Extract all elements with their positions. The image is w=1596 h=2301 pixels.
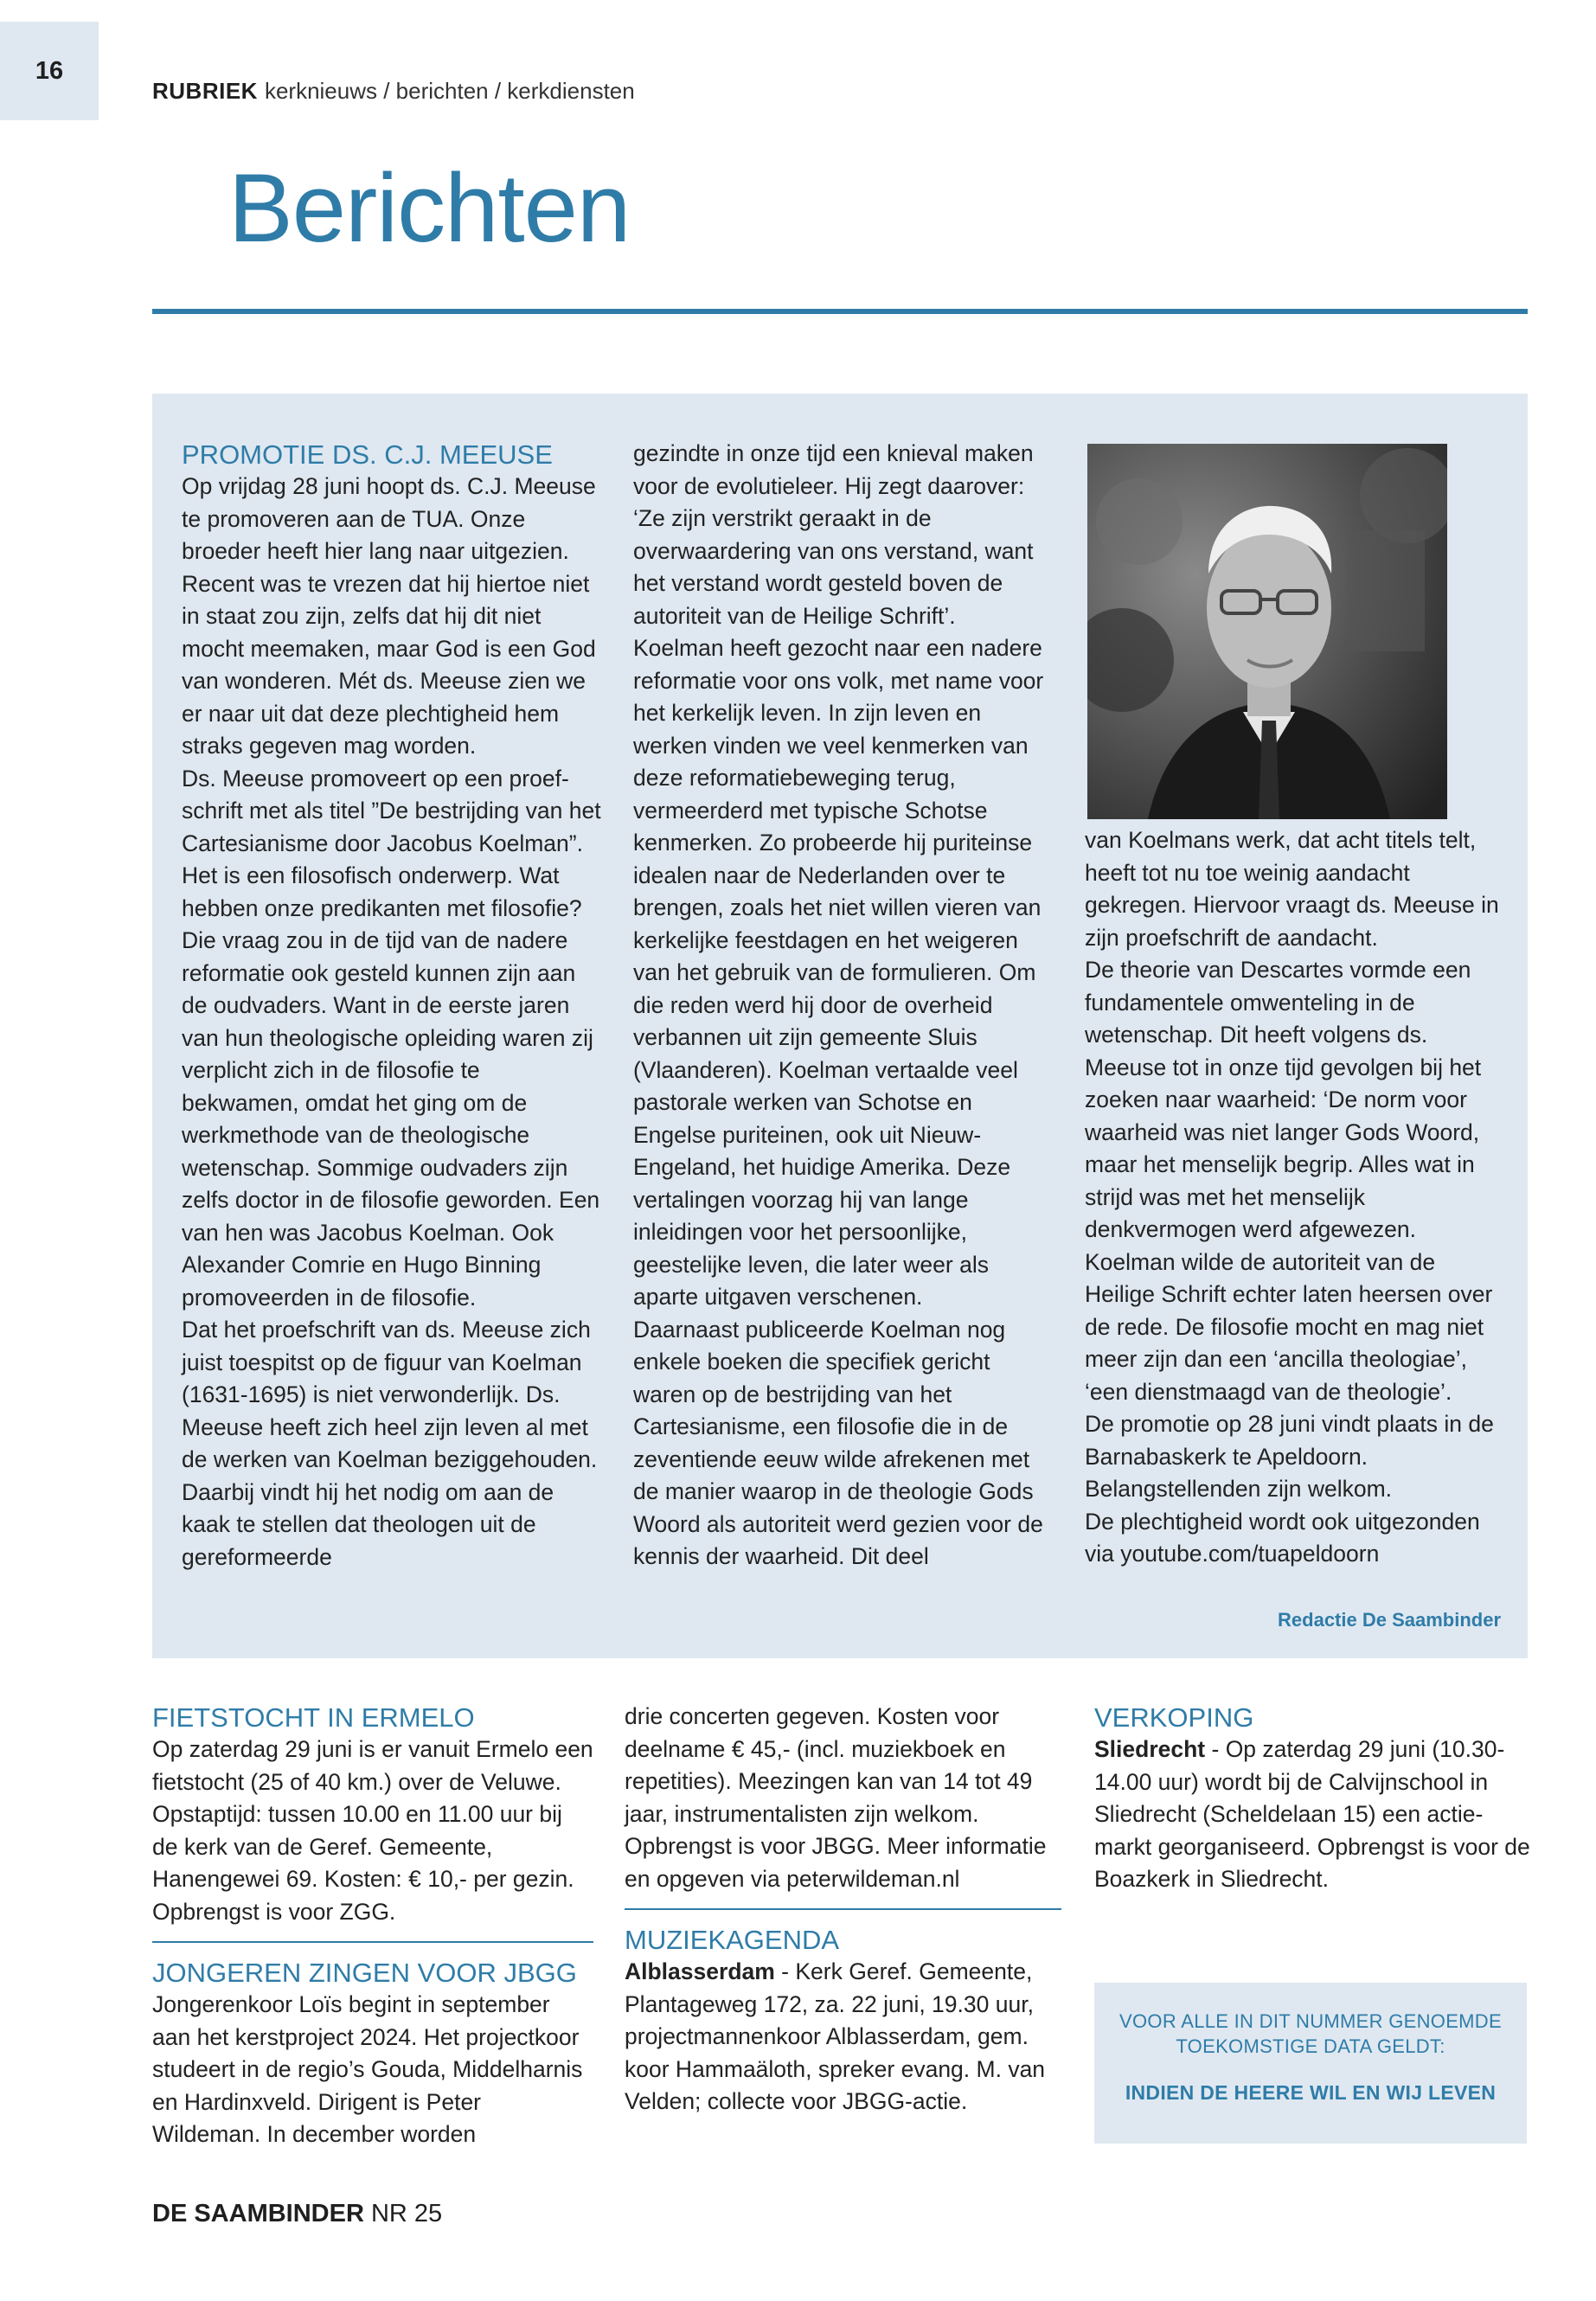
section-divider [625,1908,1061,1910]
muziekagenda-details: - Kerk Geref. Gemeente, Plantageweg 172, za. 22 juni, 19.30 uur, projectmannenkoor Alblasserdam, gem. koor Hammaäloth, spreker evang. M. van Velden; collecte voor JBGG-actie. [625,1958,1046,2114]
paragraph: Dat het proefschrift van ds. Meeuse zich juist toespitst op de figuur van Koelman (1631-1695) is niet verwonderlijk. Ds. Meeuse heeft zich heel zijn leven al met de werken van Koelman beziggehouden. Daarbij vindt hij het nodig om aan de kaak te stellen dat theologen uit de gereformeerde [182,1317,598,1570]
article-credit: Redactie De Saambinder [1278,1609,1501,1631]
paragraph: Koelman heeft gezocht naar een nadere reformatie voor ons volk, met name voor het kerkelijk leven. In zijn leven en werken vinden we veel kenmerken van deze reformatiebeweging terug, vermeerderd met typische Schotse kenmerken. Zo probeerde hij puriteinse idealen naar de Nederlanden over te brengen, zoals het niet willen vieren van kerkelijke feestdagen en het weigeren van het gebruik van de formulieren. Om die reden werd hij door de overheid verbannen uit zijn gemeente Sluis (Vlaanderen). Koelman vertaalde veel pastorale werken van Schotse en Engelse puriteinen, ook uit Nieuw-Engeland, het huidige Amerika. Deze vertalingen voorzag hij van lange inleidingen voor het persoonlijke, geestelijke leven, die later weer als aparte uitgaven verschenen. [633,635,1044,1310]
rubriek-breadcrumb [152,78,635,105]
rubriek-label: RUBRIEK [152,78,258,104]
title-divider [152,309,1528,314]
fietstocht-text: Op zaterdag 29 juni is er vanuit Ermelo een fietstocht (25 of 40 km.) over de Veluwe. Opstaptijd: tussen 10.00 en 11.00 uur bij de kerk van de Geref. Gemeente, Hanengewei 69. Kosten: € 10,- per gezin. Opbrengst is voor ZGG. [152,1736,593,1925]
jongeren-heading: JONGEREN ZINGEN VOOR JBGG [152,1958,577,1988]
bottom-column-3 [1094,1701,1531,1896]
notice-box [1094,1983,1527,2144]
bottom-column-1 [152,1701,593,2151]
paragraph: van Koelmans werk, dat acht titels telt, heeft tot nu toe weinig aandacht gekregen. Hiervoor vraagt ds. Meeuse in zijn proefschrift de aandacht. [1085,827,1499,951]
page-number-tab [0,22,99,120]
verkoping-text [1094,1734,1531,1896]
paragraph: De plechtigheid wordt ook uitgezonden via youtube.com/tuapeldoorn [1085,1508,1480,1567]
notice-line-1: VOOR ALLE IN DIT NUMMER GENOEMDE TOEKOMSTIGE DATA GELDT: [1119,2010,1502,2057]
fietstocht-heading: FIETSTOCHT IN ERMELO [152,1702,475,1733]
paragraph: Daarnaast publiceerde Koelman nog enkele boeken die specifiek gericht waren op de bestrijding van het Cartesianisme, een filosofie die in de zeventiende eeuw wilde afrekenen met de manier waarop in de theologie Gods Woord als autoriteit werd gezien voor de kennis der waarheid. Dit deel [633,1316,1043,1569]
bottom-column-2 [625,1701,1061,2118]
verkoping-heading: VERKOPING [1094,1702,1254,1733]
paragraph: Ds. Meeuse promoveert op een proefschrift met als titel ”De bestrijding van het Cartesianisme door Jacobus Koelman”. Het is een filosofisch onderwerp. Wat hebben onze predikanten met filosofie? Die vraag zou in de tijd van de nadere reformatie ook gesteld kunnen zijn aan de oudvaders. Want in de eerste jaren van hun theologische opleiding waren zij verplicht zich in de filosofie te bekwamen, omdat het ging om de werkmethode van de theologische wetenschap. Sommige oudvaders zijn zelfs doctor in de filosofie geworden. Een van hen was Jacobus Koelman. Ook Alexander Comrie en Hugo Binning promoveerden in de filosofie. [182,765,601,1311]
feature-column-1 [182,438,601,1574]
page-footer [152,2200,442,2228]
notice-line-2: INDIEN DE HEERE WIL EN WIJ LEVEN [1125,2081,1497,2104]
muziekagenda-text [625,1956,1061,2118]
verkoping-details: - Op zaterdag 29 juni (10.30-14.00 uur) wordt bij de Calvijnschool in Sliedrecht (Scheldelaan 15) een actiemarkt georganiseerd. Opbrengst is voor de Boazkerk in Sliedrecht. [1094,1736,1530,1892]
section-divider [152,1941,593,1943]
portrait-illustration [1087,444,1447,819]
page-number: 16 [35,56,64,85]
paragraph: De promotie op 28 juni vindt plaats in de Barnabaskerk te Apeldoorn. Belangstellenden zijn welkom. [1085,1411,1494,1502]
jongeren-text: Jongerenkoor Loïs begint in september aan het kerstproject 2024. Het projectkoor studeert in de regio’s Gouda, Middelharnis en Hardinxveld. Dirigent is Peter Wildeman. In december worden [152,1991,583,2147]
feature-heading: PROMOTIE DS. C.J. MEEUSE [182,439,553,470]
paragraph: De theorie van Descartes vormde een fundamentele omwenteling in de wetenschap. Dit heeft volgens ds. Meeuse tot in onze tijd gevolgen bij het zoeken naar waarheid: ‘De norm voor waarheid was niet langer Gods Woord, maar het menselijk begrip. Alles wat in strijd was met het menselijk denkvermogen werd afgewezen. Koelman wilde de autoriteit van de Heilige Schrift echter laten heersen over de rede. De filosofie mocht en mag niet meer zijn dan een ‘ancilla theologiae’, ‘een dienstmaagd van de theologie’. [1085,957,1493,1405]
feature-column-2 [633,438,1053,1574]
muziekagenda-place: Alblasserdam [625,1958,775,1984]
paragraph: Op vrijdag 28 juni hoopt ds. C.J. Meeuse te promoveren aan de TUA. Onze broeder heeft hier lang naar uitgezien. Recent was te vrezen dat hij hiertoe niet in staat zou zijn, zelfs dat hij dit niet mocht meemaken, maar God is een God van wonderen. Mét ds. Meeuse zien we er naar uit dat deze plechtigheid hem straks gegeven mag worden. [182,473,596,759]
muziekagenda-heading: MUZIEKAGENDA [625,1925,840,1955]
page-title: Berichten [228,154,631,262]
feature-column-3 [1085,824,1504,1571]
footer-magazine: DE SAAMBINDER [152,2200,364,2227]
portrait-photo [1087,444,1447,819]
verkoping-place: Sliedrecht [1094,1736,1206,1762]
jongeren-text-continued: drie concerten gegeven. Kosten voor deelname € 45,- (incl. muziekboek en repetities). Meezingen kan van 14 tot 49 jaar, instrumentalisten zijn welkom. Opbrengst is voor JBGG. Meer informatie en opgeven via peterwildeman.nl [625,1703,1047,1892]
footer-issue: NR 25 [370,2200,443,2227]
rubriek-path: kerknieuws / berichten / kerkdiensten [264,78,635,104]
paragraph: gezindte in onze tijd een knieval maken voor de evolutieleer. Hij zegt daarover: ‘Ze zijn verstrikt geraakt in de overwaardering van ons verstand, want het verstand wordt gesteld boven de autoriteit van de Heilige Schrift’. [633,440,1034,629]
